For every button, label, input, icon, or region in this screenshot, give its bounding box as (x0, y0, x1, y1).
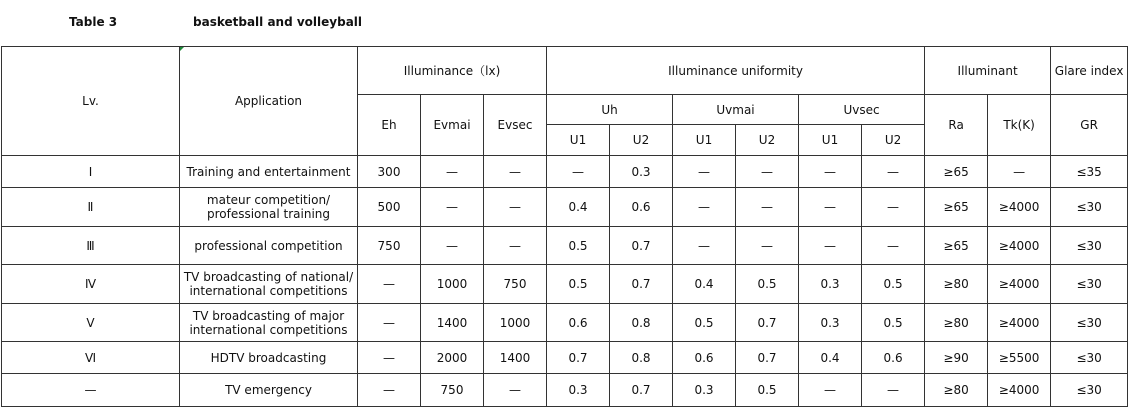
cell-uh-u1: 0.5 (547, 265, 610, 304)
cell-level: Ⅴ (2, 304, 180, 342)
cell-gr: ≤30 (1051, 342, 1128, 374)
cell-uh-u2: 0.7 (610, 265, 673, 304)
cell-uh-u1: 0.7 (547, 342, 610, 374)
cell-uh-u1: 0.6 (547, 304, 610, 342)
cell-ra: ≥65 (925, 227, 988, 265)
cell-uvsec-u2: 0.6 (862, 342, 925, 374)
header-tk: Tk(K) (988, 95, 1051, 156)
cell-ra: ≥80 (925, 304, 988, 342)
cell-uvmai-u1: — (673, 156, 736, 188)
header-ra: Ra (925, 95, 988, 156)
cell-gr: ≤30 (1051, 227, 1128, 265)
header-uvmai-u1: U1 (673, 125, 736, 156)
cell-evmai: 1400 (421, 304, 484, 342)
header-application: Application (180, 47, 358, 156)
cell-evsec: — (484, 374, 547, 407)
table-row (2, 156, 1128, 188)
cell-evsec: — (484, 156, 547, 188)
cell-uh-u2: 0.6 (610, 188, 673, 227)
cell-uvmai-u1: 0.4 (673, 265, 736, 304)
header-glare-index: Glare index (1051, 47, 1128, 95)
cell-uvsec-u2: — (862, 188, 925, 227)
cell-eh: — (358, 304, 421, 342)
header-uvmai-u2: U2 (736, 125, 799, 156)
cell-gr: ≤35 (1051, 156, 1128, 188)
cell-eh: — (358, 374, 421, 407)
cell-ra: ≥80 (925, 265, 988, 304)
cell-tk: ≥4000 (988, 374, 1051, 407)
cell-uvmai-u1: — (673, 188, 736, 227)
cell-application: HDTV broadcasting (180, 342, 358, 374)
cell-uvmai-u2: — (736, 156, 799, 188)
cell-gr: ≤30 (1051, 265, 1128, 304)
cell-uvsec-u2: 0.5 (862, 304, 925, 342)
cell-eh: 300 (358, 156, 421, 188)
cell-application: professional competition (180, 227, 358, 265)
cell-uvsec-u2: — (862, 227, 925, 265)
cell-evmai: 750 (421, 374, 484, 407)
cell-evsec: 1400 (484, 342, 547, 374)
table-row (2, 188, 1128, 227)
table-row (2, 304, 1128, 342)
header-uh-u2: U2 (610, 125, 673, 156)
header-level: Lv. (2, 47, 180, 156)
cell-gr: ≤30 (1051, 304, 1128, 342)
cell-uh-u1: — (547, 156, 610, 188)
cell-gr: ≤30 (1051, 374, 1128, 407)
cell-level: Ⅵ (2, 342, 180, 374)
cell-uh-u1: 0.4 (547, 188, 610, 227)
cell-eh: 500 (358, 188, 421, 227)
cell-uh-u2: 0.8 (610, 342, 673, 374)
cell-tk: ≥4000 (988, 265, 1051, 304)
header-uh-u1: U1 (547, 125, 610, 156)
cell-evsec: — (484, 227, 547, 265)
cell-application: TV broadcasting of major international competitions (180, 304, 358, 342)
cell-uh-u2: 0.3 (610, 156, 673, 188)
cell-tk: ≥4000 (988, 304, 1051, 342)
cell-evmai: — (421, 188, 484, 227)
header-evmai: Evmai (421, 95, 484, 156)
cell-gr: ≤30 (1051, 188, 1128, 227)
cell-uvsec-u1: — (799, 374, 862, 407)
cell-tk: ≥5500 (988, 342, 1051, 374)
cell-uvsec-u1: — (799, 156, 862, 188)
cell-uvsec-u2: — (862, 156, 925, 188)
cell-application: TV broadcasting of national/ international competitions (180, 265, 358, 304)
cell-uvmai-u2: — (736, 188, 799, 227)
cell-uh-u2: 0.8 (610, 304, 673, 342)
cell-ra: ≥65 (925, 156, 988, 188)
cell-eh: — (358, 265, 421, 304)
table-row (2, 374, 1128, 407)
cell-uh-u2: 0.7 (610, 227, 673, 265)
cell-evsec: — (484, 188, 547, 227)
cell-uh-u1: 0.3 (547, 374, 610, 407)
cell-uvmai-u2: — (736, 227, 799, 265)
lighting-requirements-table (1, 46, 1128, 407)
header-uvsec-u1: U1 (799, 125, 862, 156)
header-uvsec-u2: U2 (862, 125, 925, 156)
cell-uvmai-u2: 0.5 (736, 374, 799, 407)
cell-level: Ⅳ (2, 265, 180, 304)
cell-uvsec-u1: 0.3 (799, 304, 862, 342)
cell-level: Ⅲ (2, 227, 180, 265)
table-row (2, 227, 1128, 265)
cell-evsec: 750 (484, 265, 547, 304)
cell-uvsec-u2: 0.5 (862, 265, 925, 304)
cell-uh-u2: 0.7 (610, 374, 673, 407)
cell-tk: ≥4000 (988, 227, 1051, 265)
cell-uvsec-u1: — (799, 188, 862, 227)
header-uvmai: Uvmai (673, 95, 799, 125)
cell-uvsec-u1: 0.4 (799, 342, 862, 374)
cell-evsec: 1000 (484, 304, 547, 342)
cell-level: Ⅱ (2, 188, 180, 227)
cell-ra: ≥90 (925, 342, 988, 374)
cell-level: — (2, 374, 180, 407)
cell-uvmai-u2: 0.5 (736, 265, 799, 304)
cell-uvsec-u1: — (799, 227, 862, 265)
cell-uvmai-u1: 0.6 (673, 342, 736, 374)
cell-application: TV emergency (180, 374, 358, 407)
cell-uvmai-u2: 0.7 (736, 342, 799, 374)
cell-uvmai-u2: 0.7 (736, 304, 799, 342)
cell-ra: ≥80 (925, 374, 988, 407)
cell-evmai: 1000 (421, 265, 484, 304)
header-illuminance-uniformity: Illuminance uniformity (547, 47, 925, 95)
header-evsec: Evsec (484, 95, 547, 156)
cell-ra: ≥65 (925, 188, 988, 227)
cell-level: Ⅰ (2, 156, 180, 188)
header-uh: Uh (547, 95, 673, 125)
cell-uvsec-u2: — (862, 374, 925, 407)
cell-application: Training and entertainment (180, 156, 358, 188)
cell-evmai: — (421, 227, 484, 265)
cell-uvmai-u1: 0.5 (673, 304, 736, 342)
header-uvsec: Uvsec (799, 95, 925, 125)
cell-eh: — (358, 342, 421, 374)
table-row (2, 342, 1128, 374)
header-illuminance: Illuminance（lx) (358, 47, 547, 95)
cell-tk: — (988, 156, 1051, 188)
cell-uvmai-u1: 0.3 (673, 374, 736, 407)
cell-uh-u1: 0.5 (547, 227, 610, 265)
cell-tk: ≥4000 (988, 188, 1051, 227)
header-gr: GR (1051, 95, 1128, 156)
table-title: basketball and volleyball (193, 15, 363, 29)
cell-uvmai-u1: — (673, 227, 736, 265)
cell-uvsec-u1: 0.3 (799, 265, 862, 304)
table-row (2, 265, 1128, 304)
cell-eh: 750 (358, 227, 421, 265)
header-row-1 (2, 47, 1128, 95)
header-illuminant: Illuminant (925, 47, 1051, 95)
table-number: Table 3 (69, 15, 118, 29)
cell-evmai: 2000 (421, 342, 484, 374)
cell-evmai: — (421, 156, 484, 188)
header-eh: Eh (358, 95, 421, 156)
cell-application: mateur competition/ professional training (180, 188, 358, 227)
